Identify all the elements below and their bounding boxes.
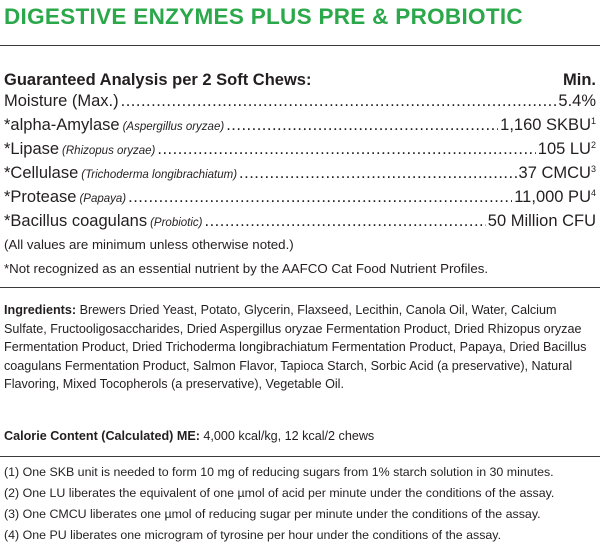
nutrient-source: (Rhizopus oryzae) xyxy=(62,145,156,157)
footnote-ref: 4 xyxy=(590,188,596,198)
ingredients-label: Ingredients: xyxy=(4,303,77,317)
calorie-content xyxy=(4,427,596,446)
analysis-row-moisture xyxy=(4,92,596,111)
nutrient-name: *alpha-Amylase xyxy=(4,116,120,134)
dot-leader xyxy=(157,140,535,159)
nutrient-name: *Lipase xyxy=(4,140,60,158)
nutrient-name: Moisture (Max.) xyxy=(4,92,119,110)
analysis-row-alpha-amylase xyxy=(4,116,596,135)
nutrient-source: (Probiotic) xyxy=(150,217,203,229)
dot-leader xyxy=(205,212,486,231)
calorie-text: 4,000 kcal/kg, 12 kcal/2 chews xyxy=(199,429,375,443)
footnote-4: (4) One PU liberates one microgram of tyrosine per hour under the conditions of the assay. xyxy=(4,528,502,542)
nutrient-source: (Papaya) xyxy=(79,193,127,205)
footnote-ref: 2 xyxy=(590,140,596,150)
min-label: Min. xyxy=(563,71,596,89)
analysis-row-cellulase xyxy=(4,164,596,183)
nutrient-source: (Trichoderma longibrachiatum) xyxy=(81,169,238,181)
analysis-row-bacillus-coagulans xyxy=(4,212,596,231)
nutrient-source: (Aspergillus oryzae) xyxy=(122,121,225,133)
product-title: DIGESTIVE ENZYMES PLUS PRE & PROBIOTIC xyxy=(4,4,523,29)
minimum-values-note: (All values are minimum unless otherwise noted.) xyxy=(4,237,294,252)
nutrient-name: *Protease xyxy=(4,188,77,206)
analysis-row-lipase xyxy=(4,140,596,159)
ingredients-text: Brewers Dried Yeast, Potato, Glycerin, Flaxseed, Lecithin, Canola Oil, Water, Calcium Sulfate, Fructooligosaccharides, Dried Aspergillus oryzae Fermentation Product, Dried Rhizopus oryzae Fermentation Product, Dried Trichoderma longibrachiatum Fermentation Product, Papaya, Dried Bacillus coagulans Fermentation Product, Salmon Flavor, Tapioca Starch, Sorbic Acid (a preservative), Natural Flavoring, Mixed Tocopherols (a preservative), Vegetable Oil. xyxy=(4,303,587,391)
footnote-3: (3) One CMCU liberates one µmol of reducing sugar per minute under the conditions of the assay. xyxy=(4,507,541,521)
guaranteed-analysis-heading xyxy=(4,71,596,90)
divider xyxy=(0,287,600,288)
nutrient-value: 1,160 SKBU$^1$ xyxy=(500,116,596,134)
dot-leader xyxy=(226,116,498,135)
analysis-row-protease xyxy=(4,188,596,207)
ingredients-paragraph xyxy=(4,301,596,394)
analysis-heading-text: Guaranteed Analysis per 2 Soft Chews: xyxy=(4,71,312,89)
footnote-ref: 1 xyxy=(590,116,596,126)
aafco-note: *Not recognized as an essential nutrient by the AAFCO Cat Food Nutrient Profiles. xyxy=(4,261,489,276)
footnote-1: (1) One SKB unit is needed to form 10 mg of reducing sugars from 1% starch solution in 30 minutes. xyxy=(4,465,554,479)
nutrient-value: 37 CMCU$^3$ xyxy=(518,164,596,182)
dot-leader xyxy=(239,164,517,183)
dot-leader xyxy=(121,92,557,111)
nutrient-value: 5.4% xyxy=(558,92,596,110)
nutrient-value: 11,000 $PU^4$ xyxy=(514,188,596,206)
divider xyxy=(0,456,600,457)
divider xyxy=(0,45,600,46)
footnote-2: (2) One LU liberates the equivalent of one µmol of acid per minute under the conditions of the assay. xyxy=(4,486,555,500)
nutrient-value: 105 $LU^2$ xyxy=(537,140,596,158)
footnote-ref: 3 xyxy=(590,164,596,174)
dot-leader xyxy=(128,188,512,207)
nutrient-name: *Bacillus coagulans xyxy=(4,212,148,230)
nutrient-value: 50 Million CFU xyxy=(487,212,596,230)
nutrient-name: *Cellulase xyxy=(4,164,79,182)
calorie-label: Calorie Content (Calculated) ME: xyxy=(4,429,200,443)
